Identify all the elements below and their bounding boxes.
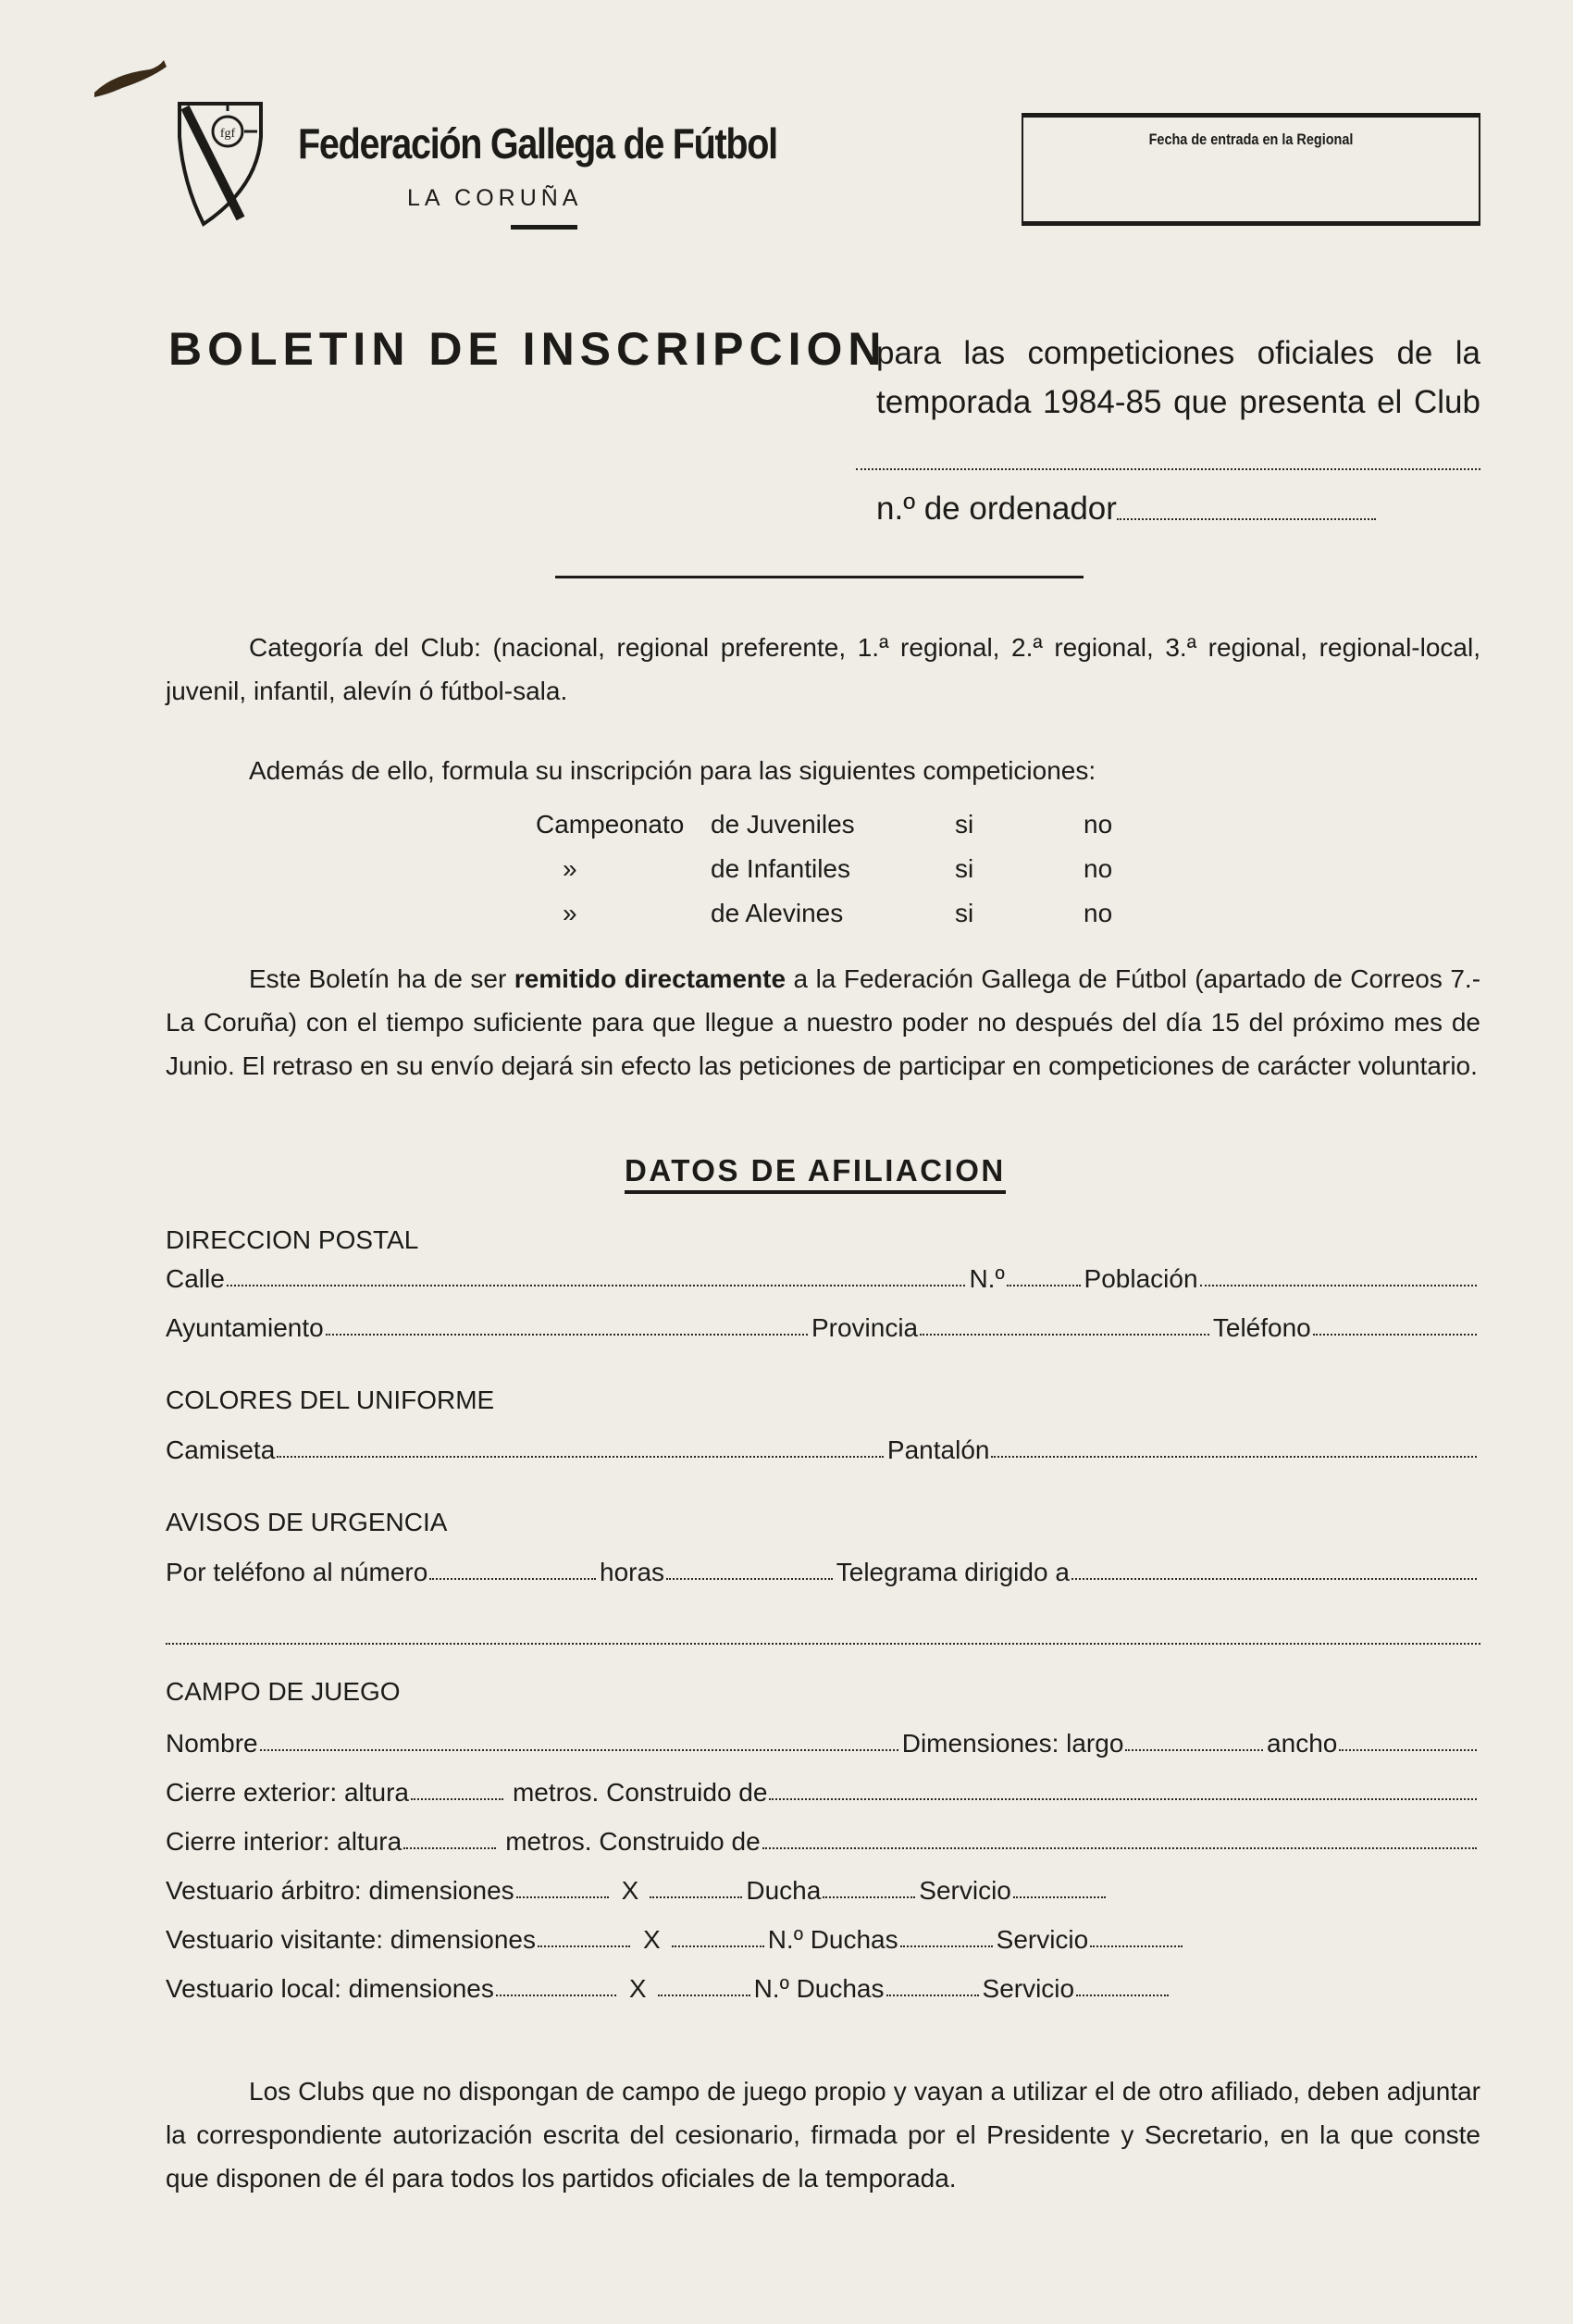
competition-prefix: » xyxy=(563,899,577,927)
competition-name: de Infantiles xyxy=(711,854,850,883)
telefono-urgencia-field[interactable] xyxy=(429,1578,596,1580)
label-vestuario-visitante: Vestuario visitante: dimensiones xyxy=(166,1925,536,1954)
label-ancho: ancho xyxy=(1267,1729,1338,1758)
label-nombre: Nombre xyxy=(166,1729,258,1758)
form-title: BOLETIN DE INSCRIPCION xyxy=(168,323,887,375)
telegrama-field-continued[interactable] xyxy=(166,1643,1480,1645)
cierre-interior-material-field[interactable] xyxy=(762,1847,1477,1849)
label-x: X xyxy=(621,1876,639,1905)
option-si[interactable]: si xyxy=(955,854,974,883)
cierre-exterior-altura-field[interactable] xyxy=(411,1798,503,1800)
label-telefono: Teléfono xyxy=(1212,1313,1311,1342)
label-ducha: Ducha xyxy=(746,1876,822,1905)
visitante-dim2-field[interactable] xyxy=(672,1945,764,1947)
label-por-telefono: Por teléfono al número xyxy=(166,1558,428,1586)
option-no[interactable]: no xyxy=(1084,810,1113,839)
divider xyxy=(555,576,1084,578)
heading-avisos-urgencia: AVISOS DE URGENCIA xyxy=(166,1508,448,1536)
heading-colores-uniforme: COLORES DEL UNIFORME xyxy=(166,1386,495,1414)
competition-name: de Juveniles xyxy=(711,810,855,839)
competitions-intro: Además de ello, formula su inscripción para las siguientes competiciones: xyxy=(249,756,1096,785)
ordenador-field[interactable] xyxy=(1117,518,1376,520)
camiseta-field[interactable] xyxy=(277,1456,884,1458)
local-dim2-field[interactable] xyxy=(658,1995,750,1996)
club-name-field[interactable] xyxy=(856,468,1480,470)
arbitro-dim1-field[interactable] xyxy=(516,1896,609,1898)
pantalon-field[interactable] xyxy=(991,1456,1477,1458)
heading-campo-juego: CAMPO DE JUEGO xyxy=(166,1677,401,1706)
form-subtitle-line2: temporada 1984-85 que presenta el Club xyxy=(876,384,1480,420)
ink-stain xyxy=(85,56,168,102)
label-servicio: Servicio xyxy=(919,1876,1011,1905)
competition-row xyxy=(536,810,1183,847)
label-metros-construido: metros. Construido de xyxy=(505,1827,761,1856)
label-camiseta: Camiseta xyxy=(166,1435,276,1464)
instructions-paragraph xyxy=(166,957,1480,1087)
label-x: X xyxy=(643,1925,661,1954)
entry-date-box[interactable] xyxy=(1022,113,1480,226)
calle-field[interactable] xyxy=(227,1285,966,1286)
label-servicio: Servicio xyxy=(996,1925,1089,1954)
instructions-text: Este Boletín ha de ser xyxy=(249,964,514,993)
form-subtitle-line1: para las competiciones oficiales de la xyxy=(876,335,1480,371)
label-servicio: Servicio xyxy=(982,1974,1075,2003)
label-calle: Calle xyxy=(166,1264,225,1293)
label-metros-construido: metros. Construido de xyxy=(512,1778,768,1807)
telefono-field[interactable] xyxy=(1313,1334,1477,1336)
label-vestuario-arbitro: Vestuario árbitro: dimensiones xyxy=(166,1876,514,1905)
closing-paragraph: Los Clubs que no dispongan de campo de juego propio y vayan a utilizar el de otro afiliado, deben adjuntar la correspondiente autorización escrita del cesionario, firmada por el Presidente y Secretario, en la que conste que disponen de él para todos los partidos oficiales de la temporada. xyxy=(166,2077,1480,2193)
label-horas: horas xyxy=(600,1558,665,1586)
label-cierre-interior: Cierre interior: altura xyxy=(166,1827,403,1856)
competition-prefix: » xyxy=(563,854,577,883)
section-title-afiliacion: DATOS DE AFILIACION xyxy=(625,1153,1006,1194)
arbitro-dim2-field[interactable] xyxy=(650,1896,742,1898)
provincia-field[interactable] xyxy=(920,1334,1209,1336)
telegrama-field[interactable] xyxy=(1071,1578,1477,1580)
label-n-duchas: N.º Duchas xyxy=(767,1925,898,1954)
label-dimensiones-largo: Dimensiones: largo xyxy=(901,1729,1124,1758)
federation-shield-logo xyxy=(176,100,265,228)
federation-name: Federación Gallega de Fútbol xyxy=(298,119,777,168)
option-no[interactable]: no xyxy=(1084,854,1113,883)
ancho-field[interactable] xyxy=(1339,1749,1477,1751)
option-no[interactable]: no xyxy=(1084,899,1113,927)
label-ayuntamiento: Ayuntamiento xyxy=(166,1313,324,1342)
ordenador-label: n.º de ordenador xyxy=(876,491,1117,527)
campo-nombre-field[interactable] xyxy=(260,1749,898,1751)
visitante-duchas-field[interactable] xyxy=(900,1945,993,1947)
competition-name: de Alevines xyxy=(711,899,844,927)
arbitro-servicio-field[interactable] xyxy=(1013,1896,1106,1898)
federation-city: LA CORUÑA xyxy=(407,185,583,211)
numero-field[interactable] xyxy=(1007,1285,1081,1286)
cierre-interior-altura-field[interactable] xyxy=(403,1847,496,1849)
label-n-duchas: N.º Duchas xyxy=(753,1974,885,2003)
option-si[interactable]: si xyxy=(955,899,974,927)
competition-row xyxy=(536,854,1183,891)
entry-date-label: Fecha de entrada en la Regional xyxy=(1148,130,1354,148)
label-pantalon: Pantalón xyxy=(886,1435,990,1464)
instructions-text: a la Federación Gallega de Fútbol (apartado de Correos 7.-La Coruña) con el tiempo suficiente para que llegue a nuestro poder no después del día 15 del próximo mes de Junio. El retraso en su envío dejará sin efecto las peticiones de participar en competiciones de carácter voluntario. xyxy=(166,964,1481,1080)
cierre-exterior-material-field[interactable] xyxy=(769,1798,1477,1800)
largo-field[interactable] xyxy=(1125,1749,1263,1751)
visitante-servicio-field[interactable] xyxy=(1090,1945,1183,1947)
label-poblacion: Población xyxy=(1084,1264,1198,1293)
arbitro-ducha-field[interactable] xyxy=(823,1896,915,1898)
label-x: X xyxy=(628,1974,647,2003)
competition-prefix: Campeonato xyxy=(536,810,685,839)
label-provincia: Provincia xyxy=(811,1313,919,1342)
local-servicio-field[interactable] xyxy=(1076,1995,1169,1996)
local-dim1-field[interactable] xyxy=(496,1995,616,1996)
poblacion-field[interactable] xyxy=(1200,1285,1477,1286)
competition-row xyxy=(536,899,1183,936)
option-si[interactable]: si xyxy=(955,810,974,839)
category-paragraph: Categoría del Club: (nacional, regional preferente, 1.ª regional, 2.ª regional, 3.ª regional, regional-local, juvenil, infantil, alevín ó fútbol-sala. xyxy=(166,633,1480,705)
local-duchas-field[interactable] xyxy=(886,1995,979,1996)
instructions-emphasis: remitido directamente xyxy=(514,964,786,993)
label-vestuario-local: Vestuario local: dimensiones xyxy=(166,1974,494,2003)
divider xyxy=(511,225,577,230)
heading-direccion-postal: DIRECCION POSTAL xyxy=(166,1225,419,1254)
horas-field[interactable] xyxy=(666,1578,833,1580)
label-cierre-exterior: Cierre exterior: altura xyxy=(166,1778,409,1807)
label-numero: N.º xyxy=(969,1264,1005,1293)
ayuntamiento-field[interactable] xyxy=(326,1334,808,1336)
visitante-dim1-field[interactable] xyxy=(538,1945,630,1947)
svg-text:fgf: fgf xyxy=(219,127,236,141)
label-telegrama: Telegrama dirigido a xyxy=(836,1558,1070,1586)
